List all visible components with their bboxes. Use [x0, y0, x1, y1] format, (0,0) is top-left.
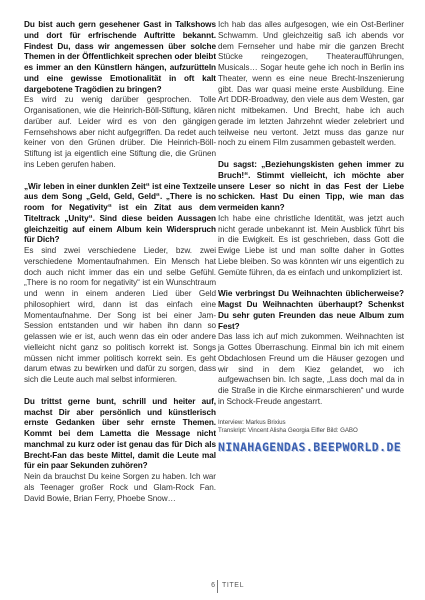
- page-number: 6: [211, 582, 215, 589]
- footer-divider: [217, 580, 218, 593]
- answer-3-continued: Ich hab das alles aufgesogen, wie ein Ost-Berliner Schwamm. Und gleichzeitig saß ich abends vor dem Fernseher und habe mir die ganzen Brecht Stücke reingezogen, Theateraufführungen, Musicals… Sogar heute gehe ich noch in Berlin ins Theater, wenn es eine neue Brecht-Inszenierung gibt. Das war quasi meine erste Ausbildung. Eine Art DDR-Broadway, den viele aus dem Westen, gar nicht mitbekamen. Und Brecht, habe ich auch gerade im letzten Jahrzehnt wieder zelebriert und teilweise neu vertont. Jetzt muss das ganze nur noch zu einem Film zusammen gebastelt werden.: [218, 20, 404, 148]
- credit-transcript: Transkript: Vincent Alisha Georgia Eifler Bild: GABO: [218, 427, 358, 435]
- right-column: [218, 20, 404, 453]
- credits: [218, 419, 404, 437]
- answer-1: Es wird zu wenig darüber gesprochen. Tolle Organisationen, wie die Heinrich-Böll-Stiftung, klären darüber auf. Leider wird es von den gängigen Fernsehshows aber nicht aufgegriffen. Da redet auch keiner von den Grünen drüber. Die Heinrich-Böll-Stiftung ist ja eigentlich eine Stiftung die, die Grünen ins Leben gerufen haben.: [24, 95, 216, 169]
- answer-5: Das lass ich auf mich zukommen. Weihnachten ist ja Gottes Überraschung. Einmal bin ich mit einem Obdachlosen Freund um die Häuser gezogen und wir sind in dem Kiez gelandet, wo ich aufgewachsen bin. Ich sagte, „Lass doch mal da in die Straße in die Kirche einmarschieren“ und wurde in Schock-Freude angestarrt.: [218, 332, 404, 406]
- website-url[interactable]: NINAHAGENDAS.BEEPWORLD.DE: [218, 440, 402, 455]
- question-2: „Wir leben in einer dunklen Zeit“ ist eine Textzeile aus dem Song „Geld, Geld, Geld“. „There is no room for Negativity“ ist ein Zitat aus dem Titeltrack „Unity“. Sind diese beiden Aussagen gleichzeitig auf einem Album kein Widerspruch für Dich?: [24, 181, 216, 245]
- question-5: Wie verbringst Du Weihnachten üblicherweise? Magst Du Weihnachten überhaupt? Schenkst Du sehr guten Freunden das neue Album zum Fest?: [218, 289, 404, 331]
- credit-interview: Interview: Markus Brixius: [218, 418, 286, 426]
- answer-4: Ich habe eine christliche Identität, was jetzt auch nicht gerade unbekannt ist. Mein Ausblick führt bis in die Ewigkeit. Es ist geschrieben, dass Gott die Ewige Liebe ist und man sollte daher in Gottes Liebe bleiben. So was könnten wir uns eigentlich zu Gemüte führen, da es einfach und unkompliziert ist.: [218, 213, 404, 277]
- answer-3: Nein da brauchst Du keine Sorgen zu haben. Ich war als Teenager großer Rock und Glam-Rock Fan. David Bowie, Brian Ferry, Phoebe Snow…: [24, 472, 216, 503]
- question-1: Du bist auch gern gesehener Gast in Talkshows und dort für erfrischende Auftritte bekannt. Findest Du, dass wir angemessen über solche Themen in der Öffentlichkeit sprechen oder bleibt es immer an den Künstlern hängen, aufzurütteln und eine gewisse Emotionalität in oft kalt dargebotene Tragödien zu bringen?: [24, 20, 216, 94]
- answer-2: Es sind zwei verschiedene Lieder, bzw. zwei verschiedene Momentaufnahmen. Ein Mensch hat doch auch nicht immer das ein und selbe Gefühl. „There is no room for negativity“ ist ein Wunschtraum und wenn in einem anderen Lied über Geld philosophiert wird, dann ist das einfach eine Momentaufnahme. Der Song ist bei einer Jam-Session entstanden und wir haben ihn dann so gelassen wie er ist, auch wenn das ein oder andere vielleicht nicht ganz so politisch korrekt ist. Songs müssen nicht immer politisch korrekt sein. Es geht darum etwas zu bewirken und dafür zu sorgen, dass sich die Leute auch mal selbst informieren.: [24, 246, 216, 384]
- question-4: Du sagst: „Beziehungskisten gehen immer zu Bruch!“. Stimmt vielleicht, ich möchte aber unsere Leser so nicht in das Fest der Liebe schicken. Hast Du einen Tipp, wie man das vermeiden kann?: [218, 160, 404, 212]
- question-3: Du trittst gerne bunt, schrill und heiter auf, machst Dir aber persönlich und künstlerisch ernste Gedanken über sehr ernste Themen. Kommt bei dem Lametta die Message nicht manchmal zu kurz oder ist genau das für Dich als Brecht-Fan das beste Mittel, damit die Leute mal für ein paar Sekunden zuhören?: [24, 396, 216, 471]
- section-label: TITEL: [222, 582, 245, 589]
- page-footer: [0, 574, 425, 594]
- left-column: [24, 20, 216, 504]
